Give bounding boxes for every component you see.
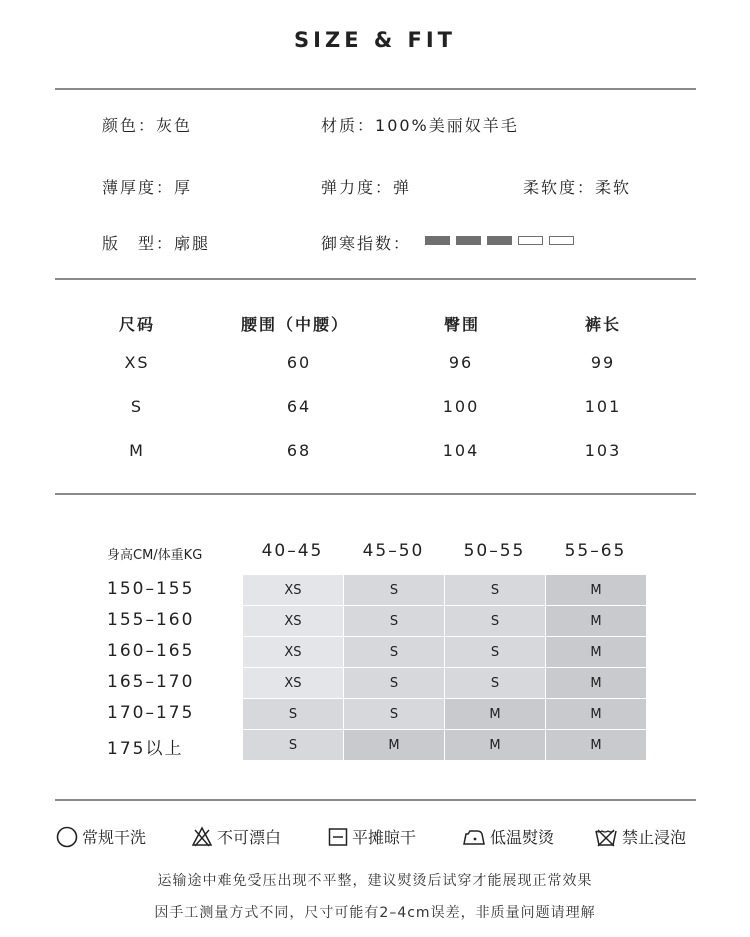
weight-range-header: 45–50 [362,541,425,561]
low-iron-icon [462,827,486,847]
divider [55,493,696,495]
spec-label: 颜色： [102,116,157,135]
spec-label: 薄厚度： [102,178,175,197]
size-recommendation-cell: S [445,575,545,605]
weight-range-header: 50–55 [463,541,526,561]
size-recommendation-cell: M [546,668,646,698]
size-recommendation-cell: XS [243,606,343,636]
recommendation-corner-label: 身高CM/体重KG [107,548,203,563]
size-table-cell: 99 [590,353,616,372]
spec-label: 材质： [321,116,376,135]
spec-value: 柔软 [595,178,632,197]
size-recommendation-cell: M [546,730,646,760]
spec-softness [523,175,631,198]
size-recommendation-cell: S [243,730,343,760]
spec-color [102,113,192,136]
size-table-cell: M [129,441,145,460]
warmth-bar-filled [487,236,512,245]
height-range-label: 155–160 [107,610,195,630]
size-recommendation-cell: S [445,637,545,667]
warmth-bar-filled [456,236,481,245]
no-bleach-icon [191,826,213,848]
size-recommendation-cell: M [445,730,545,760]
circle-icon [56,826,78,848]
care-low-iron [462,825,554,848]
spec-label: 御寒指数： [321,234,412,253]
no-soak-icon [594,827,618,847]
height-range-label: 175以上 [107,739,184,759]
care-flat-dry [328,825,416,848]
divider [55,88,696,90]
size-recommendation-cell: S [344,699,444,729]
size-table-cell: 64 [286,397,312,416]
spec-value: 100%美丽奴羊毛 [375,116,519,135]
size-recommendation-grid [243,575,646,761]
size-recommendation-cell: XS [243,637,343,667]
size-table-cell: 103 [584,441,622,460]
size-table-header: 裤长 [584,315,621,334]
warmth-bar-empty [549,236,574,245]
page-title: SIZE & FIT [294,28,456,52]
height-range-label: 165–170 [107,672,195,692]
spec-thickness [102,175,192,198]
spec-value: 弹 [393,178,412,197]
height-range-label: 150–155 [107,579,195,599]
size-table-cell: 60 [286,353,312,372]
spec-label: 版 型： [102,234,175,253]
size-recommendation-cell: S [243,699,343,729]
size-recommendation-cell: M [445,699,545,729]
warmth-bar-empty [518,236,543,245]
care-label: 不可漂白 [217,828,282,847]
size-table-cell: 96 [448,353,474,372]
size-table-cell: 101 [584,397,622,416]
spec-label: 柔软度： [523,178,596,197]
warmth-bar-filled [425,236,450,245]
size-table-header: 尺码 [118,315,155,334]
care-label: 常规干洗 [82,828,147,847]
care-no-bleach [191,825,281,848]
care-label: 禁止浸泡 [622,828,687,847]
care-no-soak [594,825,686,848]
size-table-cell: 100 [442,397,480,416]
spec-value: 厚 [174,178,193,197]
size-table-cell: XS [124,353,150,372]
size-recommendation-cell: M [546,699,646,729]
care-label: 低温熨烫 [490,828,555,847]
size-recommendation-cell: S [344,606,444,636]
spec-warmth [321,231,411,254]
size-recommendation-cell: S [344,668,444,698]
flat-dry-icon [328,827,348,847]
size-recommendation-cell: XS [243,575,343,605]
divider [55,278,696,280]
size-recommendation-cell: S [445,668,545,698]
spec-elasticity [321,175,411,198]
weight-range-header: 40–45 [261,541,324,561]
size-table-cell: 104 [442,441,480,460]
spec-value: 灰色 [156,116,193,135]
spec-material [321,113,519,136]
note-line: 运输途中难免受压出现不平整，建议熨烫后试穿才能展现正常效果 [157,873,593,889]
spec-label: 弹力度： [321,178,394,197]
note-line: 因手工测量方式不同，尺寸可能有2–4cm误差，非质量问题请理解 [154,905,596,921]
care-dry-clean [56,825,146,848]
spec-value: 廓腿 [174,234,211,253]
warmth-meter [425,236,574,245]
spec-fit [102,231,210,254]
care-label: 平摊晾干 [352,828,417,847]
size-recommendation-cell: M [546,606,646,636]
size-recommendation-cell: S [445,606,545,636]
size-recommendation-cell: XS [243,668,343,698]
weight-range-header: 55–65 [564,541,627,561]
size-table-header: 臀围 [443,315,480,334]
size-recommendation-cell: S [344,637,444,667]
size-recommendation-cell: S [344,575,444,605]
size-table-cell: S [130,397,144,416]
size-table-cell: 68 [286,441,312,460]
height-range-label: 170–175 [107,703,195,723]
size-recommendation-cell: M [546,575,646,605]
divider [55,799,696,801]
size-recommendation-cell: M [344,730,444,760]
height-range-label: 160–165 [107,641,195,661]
size-recommendation-cell: M [546,637,646,667]
size-table-header: 腰围（中腰） [240,315,349,334]
